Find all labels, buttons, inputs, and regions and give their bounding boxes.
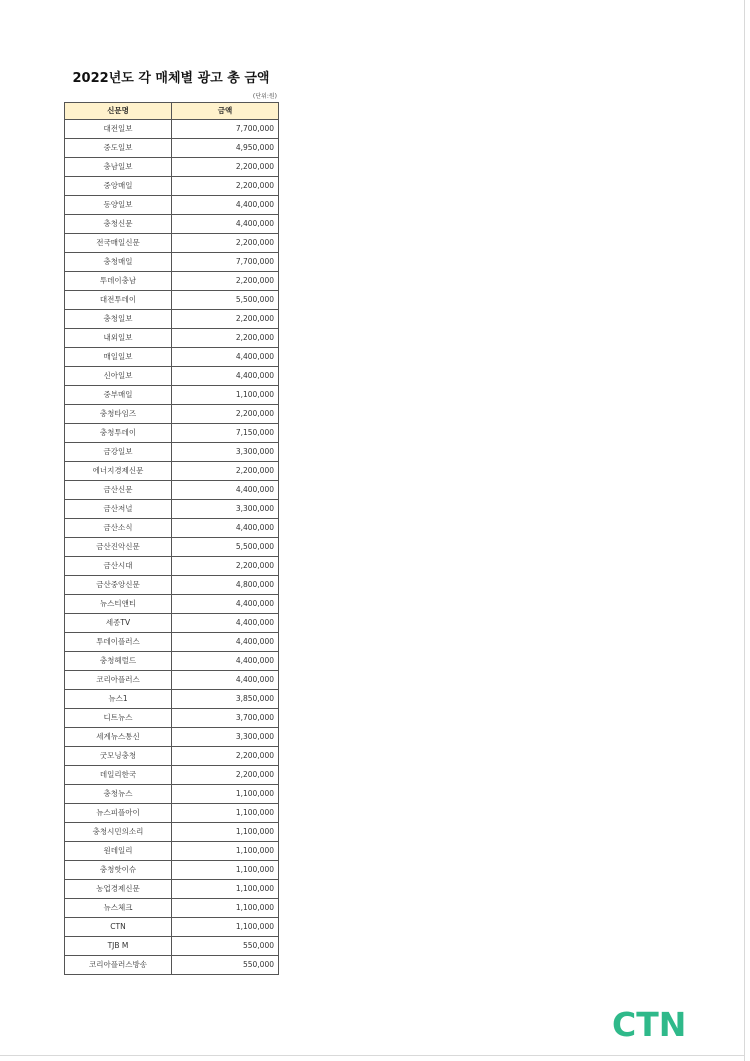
amount-cell: 1,100,000 bbox=[172, 918, 279, 937]
newspaper-name-cell: 동양일보 bbox=[65, 196, 172, 215]
newspaper-name-cell: 투데이플러스 bbox=[65, 633, 172, 652]
amount-cell: 4,400,000 bbox=[172, 595, 279, 614]
table-row bbox=[65, 519, 279, 538]
newspaper-name-cell: CTN bbox=[65, 918, 172, 937]
amount-cell: 2,200,000 bbox=[172, 462, 279, 481]
table-row bbox=[65, 424, 279, 443]
amount-cell: 5,500,000 bbox=[172, 538, 279, 557]
ad-amount-table bbox=[64, 102, 279, 975]
amount-cell: 4,400,000 bbox=[172, 671, 279, 690]
amount-cell: 4,400,000 bbox=[172, 519, 279, 538]
table-row bbox=[65, 177, 279, 196]
unit-note: (단위:원) bbox=[252, 93, 277, 100]
newspaper-name-cell: 대전일보 bbox=[65, 120, 172, 139]
table-row bbox=[65, 538, 279, 557]
table-row bbox=[65, 614, 279, 633]
table-row bbox=[65, 462, 279, 481]
table-row bbox=[65, 766, 279, 785]
newspaper-name-cell: 매일일보 bbox=[65, 348, 172, 367]
amount-cell: 550,000 bbox=[172, 956, 279, 975]
newspaper-name-cell: 원데일리 bbox=[65, 842, 172, 861]
amount-cell: 2,200,000 bbox=[172, 158, 279, 177]
amount-cell: 1,100,000 bbox=[172, 785, 279, 804]
newspaper-name-cell: 뉴스피플아이 bbox=[65, 804, 172, 823]
table-row bbox=[65, 386, 279, 405]
amount-cell: 2,200,000 bbox=[172, 177, 279, 196]
table-header-row bbox=[65, 103, 279, 120]
newspaper-name-cell: 충청핫이슈 bbox=[65, 861, 172, 880]
table-row bbox=[65, 747, 279, 766]
newspaper-name-cell: 뉴스티앤티 bbox=[65, 595, 172, 614]
newspaper-name-cell: 충남일보 bbox=[65, 158, 172, 177]
amount-cell: 4,800,000 bbox=[172, 576, 279, 595]
table-row bbox=[65, 576, 279, 595]
amount-cell: 2,200,000 bbox=[172, 405, 279, 424]
table-row bbox=[65, 196, 279, 215]
amount-cell: 2,200,000 bbox=[172, 310, 279, 329]
newspaper-name-cell: TJB M bbox=[65, 937, 172, 956]
amount-cell: 1,100,000 bbox=[172, 804, 279, 823]
table-row bbox=[65, 937, 279, 956]
amount-cell: 2,200,000 bbox=[172, 557, 279, 576]
amount-cell: 4,400,000 bbox=[172, 652, 279, 671]
table-row bbox=[65, 671, 279, 690]
amount-cell: 4,400,000 bbox=[172, 614, 279, 633]
amount-cell: 5,500,000 bbox=[172, 291, 279, 310]
amount-cell: 4,400,000 bbox=[172, 633, 279, 652]
newspaper-name-cell: 충청뉴스 bbox=[65, 785, 172, 804]
table-row bbox=[65, 481, 279, 500]
table-row bbox=[65, 329, 279, 348]
amount-cell: 1,100,000 bbox=[172, 861, 279, 880]
table-row bbox=[65, 823, 279, 842]
newspaper-name-cell: 굿모닝충청 bbox=[65, 747, 172, 766]
newspaper-name-cell: 세계뉴스통신 bbox=[65, 728, 172, 747]
newspaper-name-cell: 금산신문 bbox=[65, 481, 172, 500]
amount-cell: 2,200,000 bbox=[172, 766, 279, 785]
newspaper-name-cell: 충청투데이 bbox=[65, 424, 172, 443]
newspaper-name-cell: 금산소식 bbox=[65, 519, 172, 538]
newspaper-name-cell: 중앙매일 bbox=[65, 177, 172, 196]
table-row bbox=[65, 405, 279, 424]
column-header-amount: 금액 bbox=[172, 103, 279, 120]
table-row bbox=[65, 842, 279, 861]
table-row bbox=[65, 804, 279, 823]
table-row bbox=[65, 348, 279, 367]
table-body bbox=[65, 120, 279, 975]
table-row bbox=[65, 158, 279, 177]
amount-cell: 4,400,000 bbox=[172, 367, 279, 386]
newspaper-name-cell: 디트뉴스 bbox=[65, 709, 172, 728]
newspaper-name-cell: 데일리한국 bbox=[65, 766, 172, 785]
newspaper-name-cell: 충청타임즈 bbox=[65, 405, 172, 424]
table-row bbox=[65, 291, 279, 310]
amount-cell: 2,200,000 bbox=[172, 747, 279, 766]
table-row bbox=[65, 120, 279, 139]
newspaper-name-cell: 에너지경제신문 bbox=[65, 462, 172, 481]
newspaper-name-cell: 뉴스1 bbox=[65, 690, 172, 709]
newspaper-name-cell: 투데이충남 bbox=[65, 272, 172, 291]
newspaper-name-cell: 금강일보 bbox=[65, 443, 172, 462]
table-row bbox=[65, 785, 279, 804]
amount-cell: 7,150,000 bbox=[172, 424, 279, 443]
table-row bbox=[65, 139, 279, 158]
table-row bbox=[65, 215, 279, 234]
amount-cell: 3,300,000 bbox=[172, 728, 279, 747]
table-row bbox=[65, 652, 279, 671]
amount-cell: 7,700,000 bbox=[172, 253, 279, 272]
amount-cell: 4,950,000 bbox=[172, 139, 279, 158]
amount-cell: 1,100,000 bbox=[172, 386, 279, 405]
amount-cell: 1,100,000 bbox=[172, 823, 279, 842]
amount-cell: 7,700,000 bbox=[172, 120, 279, 139]
amount-cell: 550,000 bbox=[172, 937, 279, 956]
table-row bbox=[65, 956, 279, 975]
table-row bbox=[65, 633, 279, 652]
document-title: 2022년도 각 매체별 광고 총 금액 bbox=[72, 71, 270, 86]
newspaper-name-cell: 충청신문 bbox=[65, 215, 172, 234]
amount-cell: 3,300,000 bbox=[172, 500, 279, 519]
amount-cell: 1,100,000 bbox=[172, 880, 279, 899]
newspaper-name-cell: 충청매일 bbox=[65, 253, 172, 272]
newspaper-name-cell: 금산중앙신문 bbox=[65, 576, 172, 595]
table-row bbox=[65, 253, 279, 272]
table-row bbox=[65, 595, 279, 614]
newspaper-name-cell: 신아일보 bbox=[65, 367, 172, 386]
newspaper-name-cell: 중도일보 bbox=[65, 139, 172, 158]
newspaper-name-cell: 세종TV bbox=[65, 614, 172, 633]
table-row bbox=[65, 310, 279, 329]
newspaper-name-cell: 중부매일 bbox=[65, 386, 172, 405]
table-row bbox=[65, 728, 279, 747]
amount-cell: 1,100,000 bbox=[172, 842, 279, 861]
amount-cell: 4,400,000 bbox=[172, 481, 279, 500]
table-row bbox=[65, 272, 279, 291]
amount-cell: 3,700,000 bbox=[172, 709, 279, 728]
table-row bbox=[65, 709, 279, 728]
newspaper-name-cell: 금산진악신문 bbox=[65, 538, 172, 557]
newspaper-name-cell: 충청일보 bbox=[65, 310, 172, 329]
newspaper-name-cell: 전국매일신문 bbox=[65, 234, 172, 253]
amount-cell: 4,400,000 bbox=[172, 196, 279, 215]
amount-cell: 2,200,000 bbox=[172, 329, 279, 348]
amount-cell: 4,400,000 bbox=[172, 348, 279, 367]
amount-cell: 2,200,000 bbox=[172, 234, 279, 253]
column-header-newspaper: 신문명 bbox=[65, 103, 172, 120]
table-row bbox=[65, 918, 279, 937]
newspaper-name-cell: 코리아플러스 bbox=[65, 671, 172, 690]
ctn-logo: CTN bbox=[612, 1005, 687, 1044]
newspaper-name-cell: 농업경제신문 bbox=[65, 880, 172, 899]
newspaper-name-cell: 코리아플러스방송 bbox=[65, 956, 172, 975]
page-edge-right bbox=[744, 0, 745, 1061]
table-row bbox=[65, 861, 279, 880]
amount-cell: 3,850,000 bbox=[172, 690, 279, 709]
table-row bbox=[65, 690, 279, 709]
table-row bbox=[65, 443, 279, 462]
newspaper-name-cell: 충청시민의소리 bbox=[65, 823, 172, 842]
newspaper-name-cell: 뉴스체크 bbox=[65, 899, 172, 918]
table-row bbox=[65, 234, 279, 253]
table-row bbox=[65, 880, 279, 899]
amount-cell: 1,100,000 bbox=[172, 899, 279, 918]
table-row bbox=[65, 367, 279, 386]
newspaper-name-cell: 대전투데이 bbox=[65, 291, 172, 310]
page-edge-bottom bbox=[0, 1055, 745, 1056]
newspaper-name-cell: 충청헤럴드 bbox=[65, 652, 172, 671]
amount-cell: 4,400,000 bbox=[172, 215, 279, 234]
newspaper-name-cell: 금산시대 bbox=[65, 557, 172, 576]
newspaper-name-cell: 금산저널 bbox=[65, 500, 172, 519]
table-row bbox=[65, 500, 279, 519]
amount-cell: 2,200,000 bbox=[172, 272, 279, 291]
table-row bbox=[65, 557, 279, 576]
newspaper-name-cell: 내외일보 bbox=[65, 329, 172, 348]
table-row bbox=[65, 899, 279, 918]
amount-cell: 3,300,000 bbox=[172, 443, 279, 462]
